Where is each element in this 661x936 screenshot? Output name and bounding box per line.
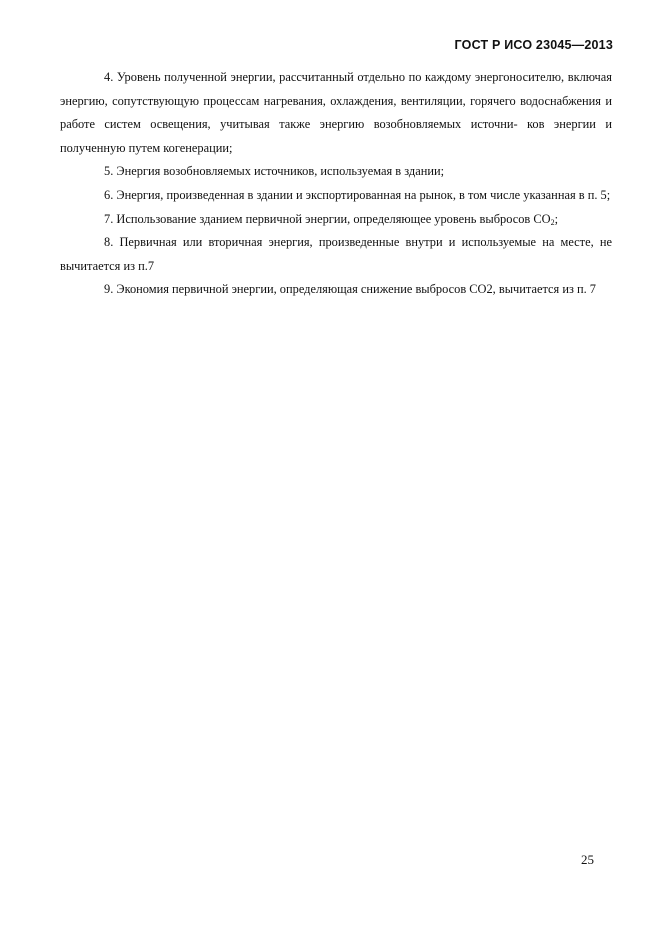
list-item-9: 9. Экономия первичной энергии, определяющая снижение выбросов CO2, вычитается из п. 7	[104, 282, 596, 297]
list-item-7-tail: ;	[554, 211, 559, 226]
page-number: 25	[581, 852, 594, 867]
list-item-7	[60, 208, 612, 232]
list-item-5: 5. Энергия возобновляемых источников, используемая в здании;	[104, 164, 445, 179]
list-item-6: 6. Энергия, произведенная в здании и экспортированная на рынок, в том числе указанная в п. 5;	[104, 187, 611, 202]
co2-subscript: 2	[550, 217, 555, 227]
list-item-8: 8. Первичная или вторичная энергия, произведенные внутри и используемые на месте, не вычитается из п.7	[60, 235, 612, 273]
document-header: ГОСТ Р ИСО 23045—2013	[454, 38, 613, 52]
list-item-4: 4. Уровень полученной энергии, рассчитанный отдельно по каждому энергоносителю, включая энергию, сопутствующую процессам нагревания, охлаждения, вентиляции, горячего водоснабжения и работе систем освещения, учитывая также энергию возобновляемых источни- ков энергии и полученную путем когенерации;	[60, 70, 612, 155]
list-item-7-text: 7. Использование зданием первичной энергии, определяющее уровень выбросов CO	[104, 211, 551, 226]
document-body	[60, 66, 612, 302]
